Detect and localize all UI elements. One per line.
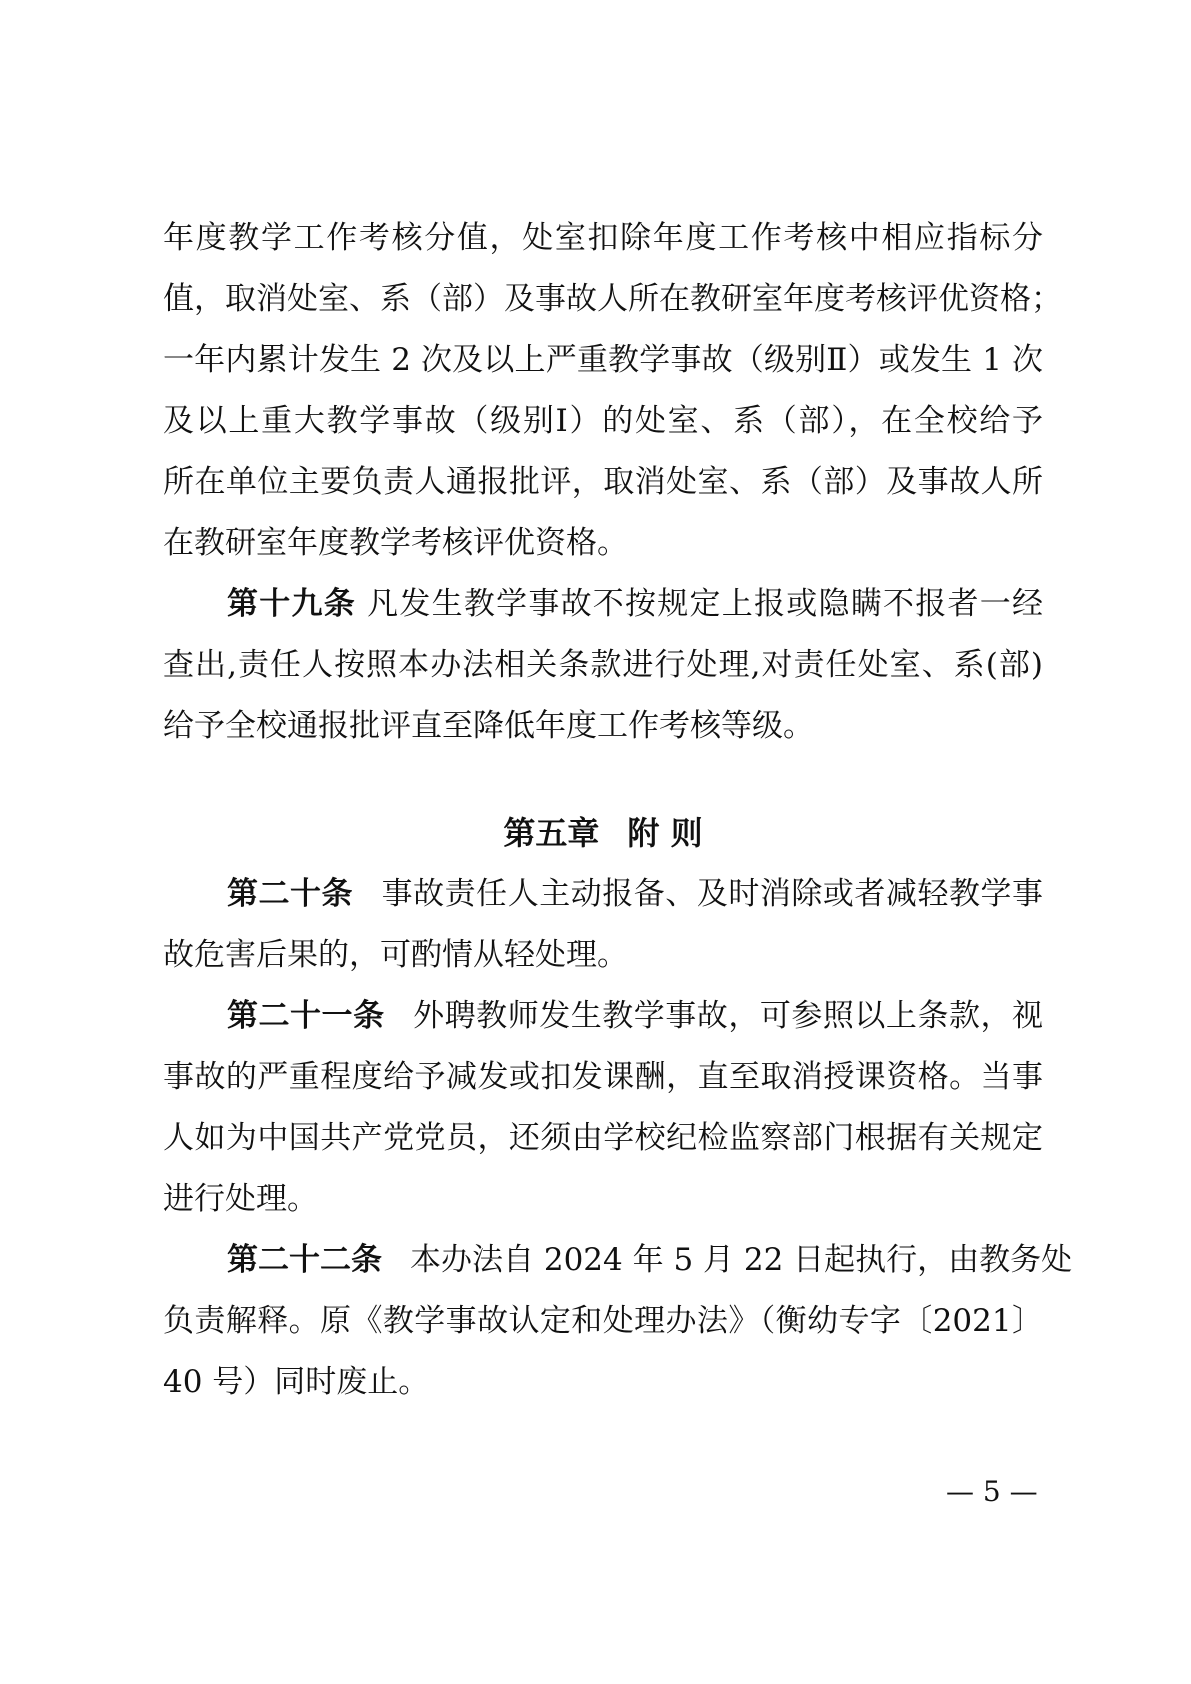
article-text: 凡发生教学事故不按规定上报或隐瞒不报者一经 [367,586,1044,622]
article-label: 第二十二条 [227,1242,382,1278]
text-line: 进行处理。 [163,1181,318,1217]
text-line: 40 号）同时废止。 [163,1364,430,1400]
page-number: — 5 — [946,1475,1038,1508]
text-line: 负责解释。原《教学事故认定和处理办法》（衡幼专字〔2021〕 [163,1303,1043,1339]
text-line: 人如为中国共产党党员，还须由学校纪检监察部门根据有关规定 [163,1120,1043,1156]
text-line: 给予全校通报批评直至降低年度工作考核等级。 [163,708,814,744]
text-line: 所在单位主要负责人通报批评，取消处室、系（部）及事故人所 [163,464,1043,500]
article-text: 事故责任人主动报备、及时消除或者减轻教学事 [381,876,1044,912]
text-line: 在教研室年度教学考核评优资格。 [163,525,628,561]
article-22 [163,1230,1073,1413]
paragraph-continuation [163,208,1062,574]
text-line: 故危害后果的，可酌情从轻处理。 [163,937,628,973]
text-line: 一年内累计发生 2 次及以上严重教学事故（级别Ⅱ）或发生 1 次 [163,342,1043,378]
document-body [163,208,1073,1413]
text-line: 查出,责任人按照本办法相关条款进行处理,对责任处室、系(部) [163,647,1043,683]
article-label: 第十九条 [227,586,356,622]
article-label: 第二十条 [227,876,354,912]
text-line: 年度教学工作考核分值，处室扣除年度工作考核中相应指标分 [163,220,1043,256]
chapter-heading [163,803,1043,864]
article-first-line [163,986,1043,1047]
article-first-line [163,864,1043,925]
chapter-number: 第五章 [503,814,600,852]
text-line: 事故的严重程度给予减发或扣发课酬，直至取消授课资格。当事 [163,1059,1043,1095]
article-text: 外聘教师发生教学事故，可参照以上条款，视 [412,998,1044,1034]
article-21 [163,986,1043,1230]
article-text: 本办法自 2024 年 5 月 22 日起执行，由教务处 [410,1242,1073,1278]
chapter-title: 附 则 [627,814,703,852]
article-first-line [163,1230,1073,1291]
article-first-line [163,574,1043,635]
article-20 [163,864,1043,986]
article-19 [163,574,1043,757]
article-label: 第二十一条 [227,998,385,1034]
text-line: 值，取消处室、系（部）及事故人所在教研室年度考核评优资格； [163,281,1062,317]
text-line: 及以上重大教学事故（级别Ⅰ）的处室、系（部），在全校给予 [163,403,1043,439]
